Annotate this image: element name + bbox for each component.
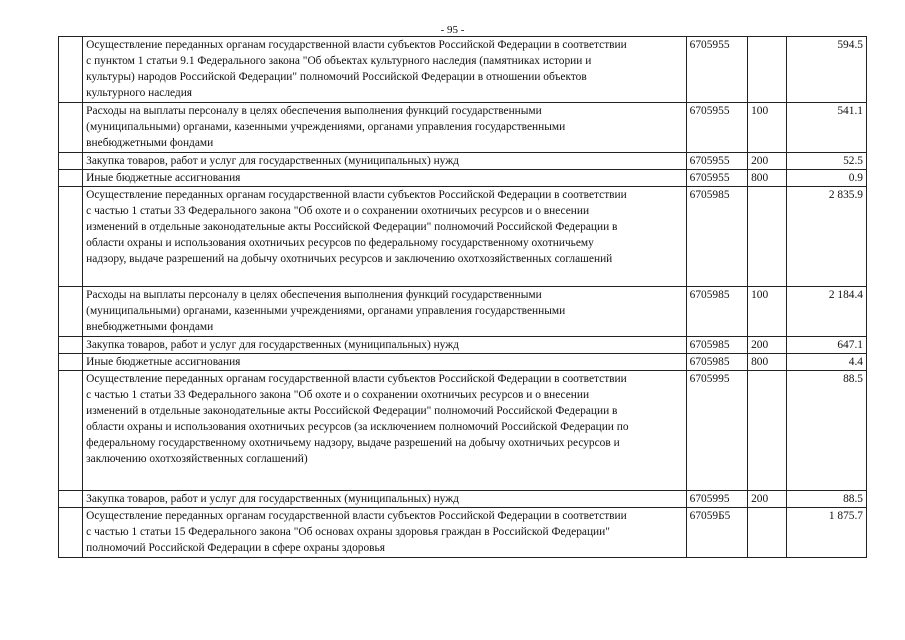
row-index-cell (59, 354, 83, 371)
row-expense-type-cell (748, 187, 787, 287)
row-name-line: с частью 1 статьи 33 Федерального закона "Об охоте и о сохранении охотничьих ресурсов и о внесении (86, 389, 590, 401)
row-name-line: Закупка товаров, работ и услуг для государственных (муниципальных) нужд (86, 155, 459, 167)
row-name-line: Осуществление переданных органам государственной власти субъектов Российской Федерации в соответствии (86, 373, 627, 385)
row-name-line: Расходы на выплаты персоналу в целях обеспечения выполнения функций государственными (86, 105, 542, 117)
row-name-line: области охраны и использования охотничьих ресурсов по федеральному государственному охотничьему (86, 237, 594, 249)
row-index-cell (59, 491, 83, 508)
row-name-line: Осуществление переданных органам государственной власти субъектов Российской Федерации в соответствии (86, 510, 627, 522)
row-amount-cell: 2 184.4 (787, 287, 867, 337)
table-row (59, 354, 867, 371)
row-code-cell: 6705995 (686, 491, 747, 508)
table-row (59, 287, 867, 337)
row-name-line: заключению охотхозяйственных соглашений) (86, 453, 308, 465)
row-name-line: внебюджетными фондами (86, 137, 214, 149)
row-name-line: федеральному государственному охотничьему надзору, выдаче разрешений на добычу охотничьих ресурсов и (86, 437, 620, 449)
row-name-cell (83, 337, 686, 354)
row-name-line: внебюджетными фондами (86, 321, 214, 333)
row-code-cell: 6705985 (686, 287, 747, 337)
table-row (59, 37, 867, 103)
row-code-cell: 67059Б5 (686, 508, 747, 558)
row-name-line: области охраны и использования охотничьих ресурсов (за исключением полномочий Российской Федерации по (86, 421, 629, 433)
row-code-cell: 6705955 (686, 103, 747, 153)
row-name-line: надзору, выдаче разрешений на добычу охотничьих ресурсов и заключению охотхозяйственных соглашений (86, 253, 613, 265)
row-amount-cell: 2 835.9 (787, 187, 867, 287)
row-index-cell (59, 103, 83, 153)
row-code-cell: 6705995 (686, 371, 747, 491)
row-expense-type-cell (748, 371, 787, 491)
row-name-cell (83, 103, 686, 153)
row-expense-type-cell: 200 (748, 337, 787, 354)
row-index-cell (59, 508, 83, 558)
row-name-cell (83, 287, 686, 337)
row-name-cell (83, 187, 686, 287)
row-name-cell (83, 170, 686, 187)
page-number: - 95 - (440, 24, 465, 36)
row-name-cell (83, 153, 686, 170)
row-name-cell (83, 508, 686, 558)
row-name-line: Иные бюджетные ассигнования (86, 172, 241, 184)
row-amount-cell: 0.9 (787, 170, 867, 187)
table-row (59, 187, 867, 287)
row-name-line: культурного наследия (86, 87, 193, 99)
row-name-cell (83, 371, 686, 491)
row-name-line: Осуществление переданных органам государственной власти субъектов Российской Федерации в соответствии (86, 189, 627, 201)
row-name-line: Расходы на выплаты персоналу в целях обеспечения выполнения функций государственными (86, 289, 542, 301)
row-expense-type-cell: 100 (748, 103, 787, 153)
row-name-line: с частью 1 статьи 15 Федерального закона "Об основах охраны здоровья граждан в Российской Федерации" (86, 526, 610, 538)
row-code-cell: 6705955 (686, 153, 747, 170)
row-index-cell (59, 337, 83, 354)
row-name-line: культуры) народов Российской Федерации" полномочий Российской Федерации в отношении объектов (86, 71, 587, 83)
row-expense-type-cell (748, 508, 787, 558)
row-name-cell (83, 491, 686, 508)
row-expense-type-cell: 800 (748, 170, 787, 187)
row-name-line: Закупка товаров, работ и услуг для государственных (муниципальных) нужд (86, 339, 459, 351)
row-name-line: с пунктом 1 статьи 9.1 Федерального закона "Об объектах культурного наследия (памятниках истории и (86, 55, 592, 67)
row-expense-type-cell: 200 (748, 153, 787, 170)
row-index-cell (59, 153, 83, 170)
row-code-cell: 6705955 (686, 170, 747, 187)
row-amount-cell: 1 875.7 (787, 508, 867, 558)
row-expense-type-cell (748, 37, 787, 103)
table-row (59, 337, 867, 354)
row-name-line: Осуществление переданных органам государственной власти субъектов Российской Федерации в соответствии (86, 39, 627, 51)
row-name-line: изменений в отдельные законодательные акты Российской Федерации" полномочий Российской Федерации в (86, 221, 618, 233)
row-code-cell: 6705985 (686, 187, 747, 287)
row-name-line: Закупка товаров, работ и услуг для государственных (муниципальных) нужд (86, 493, 459, 505)
row-amount-cell: 52.5 (787, 153, 867, 170)
row-amount-cell: 88.5 (787, 491, 867, 508)
table-row (59, 103, 867, 153)
row-name-line: с частью 1 статьи 33 Федерального закона "Об охоте и о сохранении охотничьих ресурсов и о внесении (86, 205, 590, 217)
row-code-cell: 6705985 (686, 354, 747, 371)
row-name-cell (83, 37, 686, 103)
table-row (59, 371, 867, 491)
row-amount-cell: 88.5 (787, 371, 867, 491)
row-index-cell (59, 170, 83, 187)
table-row (59, 491, 867, 508)
row-index-cell (59, 187, 83, 287)
row-amount-cell: 541.1 (787, 103, 867, 153)
budget-table-body (59, 37, 867, 558)
row-name-line: Иные бюджетные ассигнования (86, 356, 241, 368)
row-index-cell (59, 287, 83, 337)
row-expense-type-cell: 100 (748, 287, 787, 337)
table-row (59, 153, 867, 170)
row-code-cell: 6705985 (686, 337, 747, 354)
row-name-cell (83, 354, 686, 371)
row-index-cell (59, 371, 83, 491)
budget-table (58, 36, 867, 558)
row-name-line: (муниципальными) органами, казенными учреждениями, органами управления государственными (86, 305, 566, 317)
row-amount-cell: 4.4 (787, 354, 867, 371)
table-row (59, 508, 867, 558)
row-amount-cell: 594.5 (787, 37, 867, 103)
row-expense-type-cell: 800 (748, 354, 787, 371)
row-name-line: изменений в отдельные законодательные акты Российской Федерации" полномочий Российской Федерации в (86, 405, 618, 417)
row-expense-type-cell: 200 (748, 491, 787, 508)
row-name-line: полномочий Российской Федерации в сфере охраны здоровья (86, 542, 385, 554)
table-row (59, 170, 867, 187)
row-code-cell: 6705955 (686, 37, 747, 103)
row-name-line: (муниципальными) органами, казенными учреждениями, органами управления государственными (86, 121, 566, 133)
row-index-cell (59, 37, 83, 103)
row-amount-cell: 647.1 (787, 337, 867, 354)
